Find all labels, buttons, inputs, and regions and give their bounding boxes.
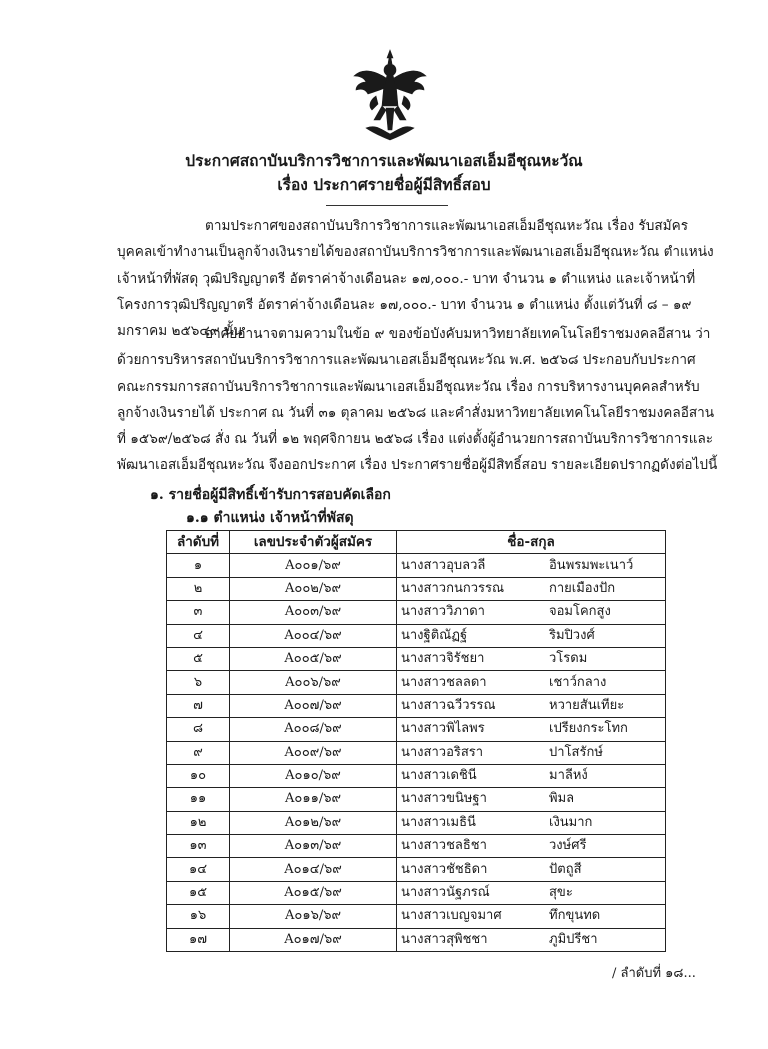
paragraph-authority-text: อาศัยอำนาจตามความในข้อ ๙ ของข้อบังคับมหาวิทยาลัยเทคโนโลยีราชมงคลอีสาน ว่าด้วยการบริหารสถาบันบริการวิชาการและพัฒนาเอสเอ็มอีชุณหะวัณ พ.ศ. ๒๕๖๘ ประกอบกับประกาศคณะกรรมการสถาบันบริการวิชาการและพัฒนาเอสเอ็มอีชุณหะวัณ เรื่อง การบริหารงานบุคคลสำหรับลูกจ้างเงินรายได้ ประกาศ ณ วันที่ ๓๑ ตุลาคม ๒๕๖๘ และคำสั่งมหาวิทยาลัยเทคโนโลยีราชมงคลอีสาน ที่ ๑๕๖๙/๒๕๖๘ สั่ง ณ วันที่ ๑๒ พฤศจิกายน ๒๕๖๘ เรื่อง แต่งตั้งผู้อำนวยการสถาบันบริการวิชาการและพัฒนาเอสเอ็มอีชุณหะวัณ จึงออกประกาศ เรื่อง ประกาศรายชื่อผู้มีสิทธิ์สอบ รายละเอียดปรากฏดังต่อไปนี้ [117,326,718,474]
row-full-name [397,835,666,858]
row-order: ๕ [167,647,230,670]
row-full-name [397,905,666,928]
table-row [167,881,666,904]
row-full-name [397,764,666,787]
continued-note: / ลำดับที่ ๑๘... [612,966,696,981]
announcement-title: ประกาศสถาบันบริการวิชาการและพัฒนาเอสเอ็มอีชุณหะวัณ [185,151,583,170]
row-order: ๑๒ [167,811,230,834]
table-row [167,788,666,811]
row-last-name: เชาว์กลาง [549,674,607,690]
row-first-name: นางสาวชลลดา [401,674,487,690]
row-order: ๑ [167,554,230,577]
row-first-name: นางสาวกนกวรรณ [401,580,505,596]
row-order: ๑๗ [167,928,230,951]
row-last-name: เปรียงกระโทก [549,721,628,737]
table-row [167,718,666,741]
row-full-name [397,858,666,881]
row-applicant-id: A๐๐๘/๖๙ [230,718,397,741]
row-last-name: อินพรมพะเนาว์ [549,557,634,573]
row-applicant-id: A๐๑๒/๖๙ [230,811,397,834]
row-order: ๙ [167,741,230,764]
row-first-name: นางสาววิภาดา [401,604,485,620]
table-row [167,764,666,787]
row-order: ๑๔ [167,858,230,881]
table-row [167,694,666,717]
row-applicant-id: A๐๑๔/๖๙ [230,858,397,881]
garuda-emblem-icon [352,48,428,144]
row-order: ๑๑ [167,788,230,811]
row-full-name [397,554,666,577]
paragraph-background-text: ตามประกาศของสถาบันบริการวิชาการและพัฒนาเอสเอ็มอีชุณหะวัณ เรื่อง รับสมัครบุคคลเข้าทำงานเป็นลูกจ้างเงินรายได้ของสถาบันบริการวิชาการและพัฒนาเอสเอ็มอีชุณหะวัณ ตำแหน่ง เจ้าหน้าที่พัสดุ วุฒิปริญญาตรี อัตราค่าจ้างเดือนละ ๑๗,๐๐๐.- บาท จำนวน ๑ ตำแหน่ง และเจ้าหน้าที่โครงการวุฒิปริญญาตรี อัตราค่าจ้างเดือนละ ๑๗,๐๐๐.- บาท จำนวน ๑ ตำแหน่ง ตั้งแต่วันที่ ๘ – ๑๙ มกราคม ๒๕๖๔๙ นั้น [117,218,714,340]
row-full-name [397,577,666,600]
row-full-name [397,928,666,951]
table-header-row [167,531,666,554]
row-order: ๔ [167,624,230,647]
row-full-name [397,601,666,624]
row-first-name: นางสาวเมธินี [401,814,476,830]
title-divider [326,205,448,206]
table-row [167,811,666,834]
row-last-name: วโรดม [549,651,588,667]
row-full-name [397,881,666,904]
table-row [167,835,666,858]
row-last-name: ปาโสรักษ์ [549,744,603,760]
row-applicant-id: A๐๐๔/๖๙ [230,624,397,647]
row-first-name: นางสาวเดชินี [401,768,477,784]
row-first-name: นางสาวชลธิชา [401,838,487,854]
row-first-name: นางสาวสุพิชชา [401,931,488,947]
row-full-name [397,788,666,811]
table-row [167,624,666,647]
row-last-name: พิมล [549,791,575,807]
table-row [167,905,666,928]
row-last-name: วงษ์ศรี [549,838,587,854]
column-header-order: ลำดับที่ [167,531,230,554]
row-applicant-id: A๐๑๖/๖๙ [230,905,397,928]
table-row [167,554,666,577]
row-last-name: หวายสันเทียะ [549,697,625,713]
row-first-name: นางสาวจิรัชยา [401,651,485,667]
row-first-name: นางสาวฉวีวรรณ [401,697,496,713]
row-last-name: สุขะ [549,885,573,901]
column-header-full-name: ชื่อ-สกุล [397,531,666,554]
row-order: ๒ [167,577,230,600]
row-last-name: ริมปิวงศ์ [549,627,595,643]
row-applicant-id: A๐๐๕/๖๙ [230,647,397,670]
row-first-name: นางสาวเบญจมาศ [401,908,502,924]
candidate-table [166,530,666,952]
table-row [167,601,666,624]
announcement-subject: เรื่อง ประกาศรายชื่อผู้มีสิทธิ์สอบ [277,175,491,194]
candidate-table-body [167,554,666,952]
row-order: ๖ [167,671,230,694]
row-order: ๘ [167,718,230,741]
table-row [167,928,666,951]
row-last-name: มาลีหง์ [549,768,588,784]
table-row [167,741,666,764]
table-row [167,647,666,670]
row-applicant-id: A๐๑๕/๖๙ [230,881,397,904]
row-first-name: นางสาวขนิษฐา [401,791,487,807]
row-order: ๑๕ [167,881,230,904]
row-full-name [397,741,666,764]
row-order: ๓ [167,601,230,624]
row-last-name: กายเมืองปัก [549,580,616,596]
row-last-name: ภูมิปรีชา [549,931,598,947]
row-applicant-id: A๐๐๓/๖๙ [230,601,397,624]
section-heading-eligible-list: ๑. รายชื่อผู้มีสิทธิ์เข้ารับการสอบคัดเลือก [150,487,391,503]
row-last-name: จอมโคกสูง [549,604,611,620]
row-order: ๗ [167,694,230,717]
row-applicant-id: A๐๑๗/๖๙ [230,928,397,951]
row-first-name: นางสาวชัชธิดา [401,861,488,877]
table-row [167,577,666,600]
row-order: ๑๓ [167,835,230,858]
row-full-name [397,718,666,741]
row-first-name: นางสาวอุบลวลี [401,557,486,573]
row-first-name: นางสาวนัฐภรณ์ [401,885,490,901]
table-row [167,858,666,881]
row-last-name: ทึกขุนทด [549,908,601,924]
row-full-name [397,671,666,694]
row-applicant-id: A๐๑๐/๖๙ [230,764,397,787]
row-first-name: นางสาวอริสรา [401,744,484,760]
row-first-name: นางสาวพิไลพร [401,721,485,737]
row-full-name [397,811,666,834]
row-last-name: ปัตถูสี [549,861,582,877]
row-full-name [397,647,666,670]
paragraph-authority [117,321,722,479]
row-applicant-id: A๐๑๑/๖๙ [230,788,397,811]
row-applicant-id: A๐๐๑/๖๙ [230,554,397,577]
row-full-name [397,624,666,647]
row-applicant-id: A๐๐๒/๖๙ [230,577,397,600]
row-applicant-id: A๐๐๖/๖๙ [230,671,397,694]
row-full-name [397,694,666,717]
row-last-name: เงินมาก [549,814,593,830]
row-order: ๑๐ [167,764,230,787]
row-applicant-id: A๐๑๓/๖๙ [230,835,397,858]
table-row [167,671,666,694]
row-first-name: นางฐิติณัฏฐ์ [401,627,468,643]
row-applicant-id: A๐๐๗/๖๙ [230,694,397,717]
row-order: ๑๖ [167,905,230,928]
column-header-applicant-id: เลขประจำตัวผู้สมัคร [230,531,397,554]
row-applicant-id: A๐๐๙/๖๙ [230,741,397,764]
subsection-heading-procurement-officer: ๑.๑ ตำแหน่ง เจ้าหน้าที่พัสดุ [186,510,354,526]
